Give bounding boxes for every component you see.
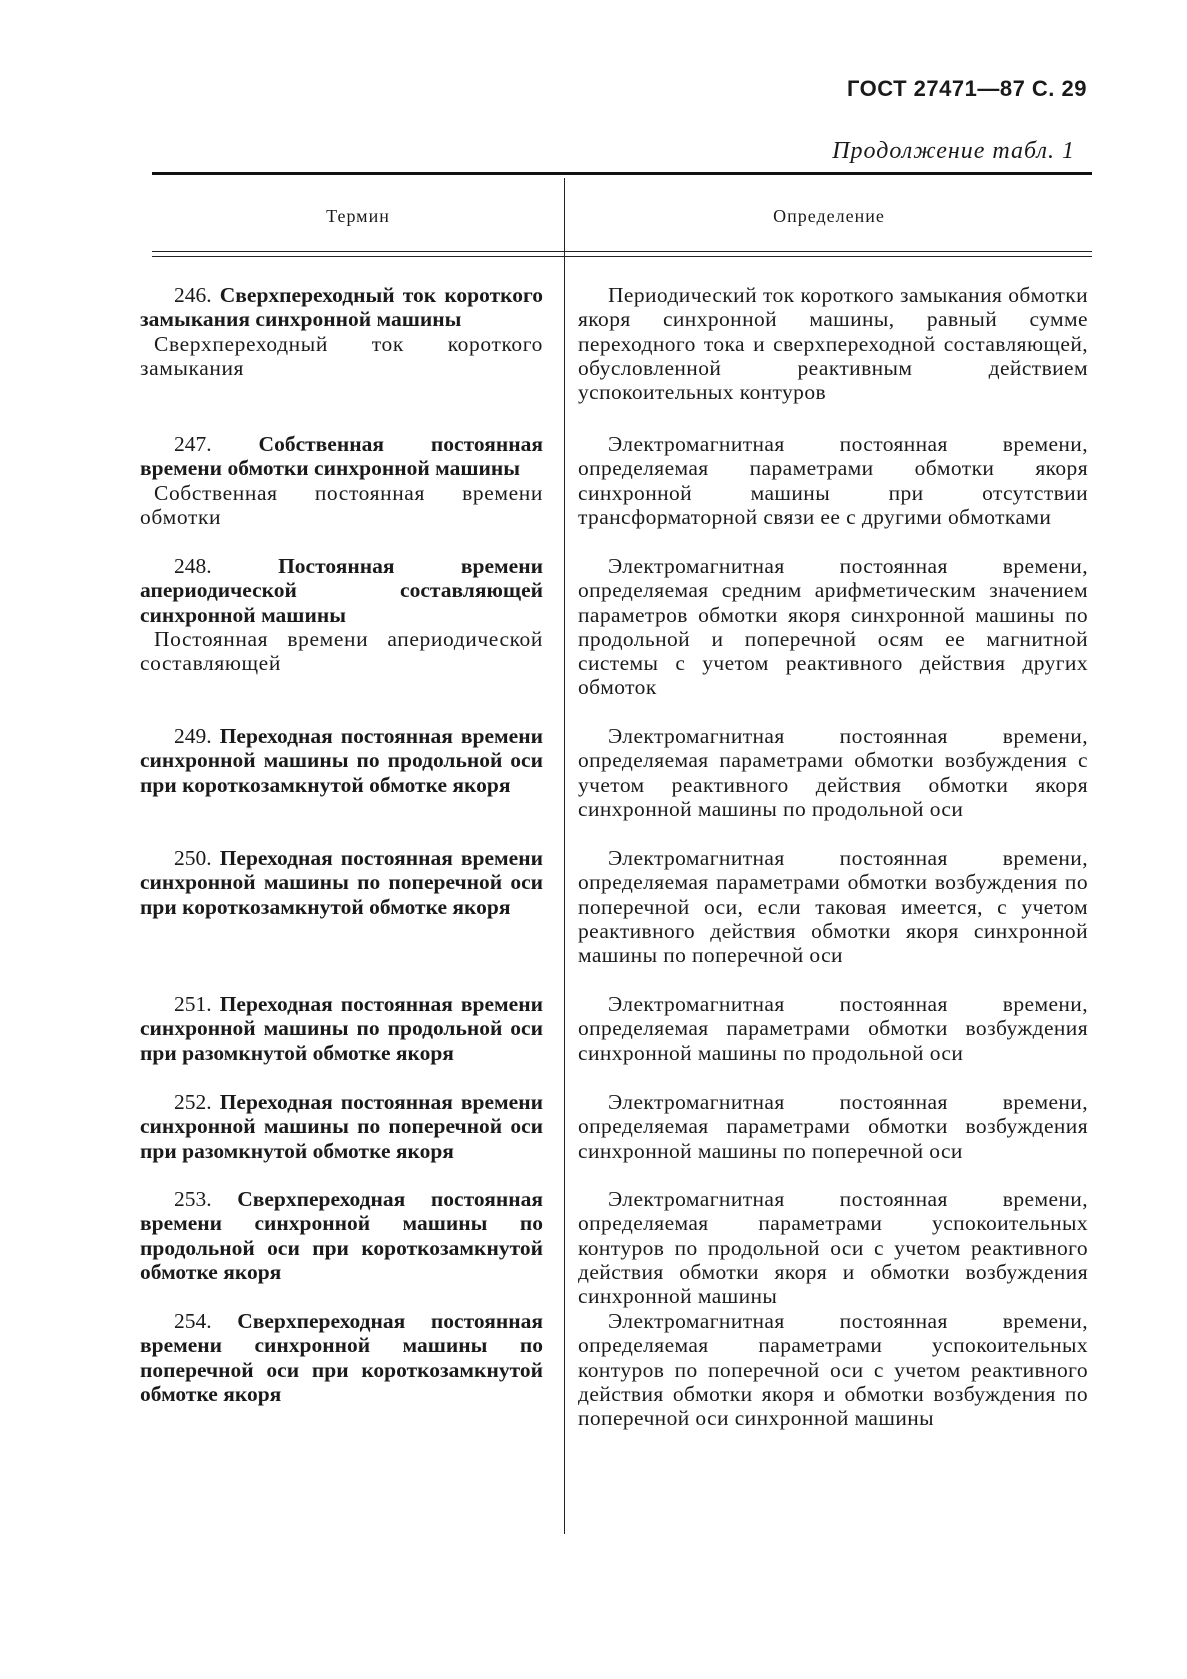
header-double-rule-bottom bbox=[152, 256, 1092, 257]
definition-cell-246: Периодический ток короткого замыкания обмотки якоря синхронной машины, равный сумме переходного тока и сверхпереходной составляющей, обусловленной реактивным действием успокоительных контуров bbox=[578, 283, 1088, 405]
definition-cell-251: Электромагнитная постоянная времени, определяемая параметрами обмотки возбуждения синхронной машины по продольной оси bbox=[578, 992, 1088, 1065]
term-number: 250. bbox=[174, 846, 212, 870]
term-text: Сверхпереходная постоянная времени синхронной машины по продольной оси при короткозамкнутой обмотке якоря bbox=[140, 1187, 543, 1284]
term-number: 254. bbox=[174, 1309, 212, 1333]
term-title bbox=[140, 283, 543, 332]
term-title bbox=[140, 1187, 543, 1284]
column-header-term: Термин bbox=[326, 206, 390, 226]
term-cell-254 bbox=[140, 1309, 543, 1406]
term-text: Собственная постоянная времени обмотки синхронной машины bbox=[140, 432, 543, 481]
term-cell-247 bbox=[140, 432, 543, 529]
term-short-form: Постоянная времени апериодической составляющей bbox=[140, 626, 543, 676]
term-cell-246 bbox=[140, 283, 543, 380]
term-title bbox=[140, 846, 543, 919]
term-number: 248. bbox=[174, 554, 212, 578]
definition-cell-247: Электромагнитная постоянная времени, определяемая параметрами обмотки якоря синхронной машины при отсутствии трансформаторной связи ее с другими обмотками bbox=[578, 432, 1088, 529]
term-text: Переходная постоянная времени синхронной машины по поперечной оси при разомкнутой обмотке якоря bbox=[140, 1090, 543, 1163]
header-double-rule-top bbox=[152, 251, 1092, 252]
term-number: 251. bbox=[174, 992, 212, 1016]
column-divider bbox=[564, 178, 565, 1534]
table-top-rule bbox=[152, 172, 1092, 175]
term-short-form: Сверхпереходный ток короткого замыкания bbox=[140, 331, 543, 380]
term-text: Переходная постоянная времени синхронной машины по продольной оси при разомкнутой обмотке якоря bbox=[140, 992, 543, 1065]
term-cell-252 bbox=[140, 1090, 543, 1163]
term-number: 247. bbox=[174, 432, 212, 456]
term-text: Переходная постоянная времени синхронной машины по поперечной оси при короткозамкнутой обмотке якоря bbox=[140, 846, 543, 919]
page-header: ГОСТ 27471—87 С. 29 bbox=[846, 76, 1087, 101]
term-title bbox=[140, 432, 543, 481]
term-cell-248 bbox=[140, 554, 543, 675]
definition-cell-250: Электромагнитная постоянная времени, определяемая параметрами обмотки возбуждения по поперечной оси, если таковая имеется, с учетом реактивного действия обмотки якоря синхронной машины по поперечной оси bbox=[578, 846, 1088, 968]
term-number: 253. bbox=[174, 1187, 212, 1211]
term-text: Сверхпереходный ток короткого замыкания синхронной машины bbox=[140, 283, 543, 332]
term-text: Постоянная времени апериодической составляющей синхронной машины bbox=[140, 554, 543, 627]
term-cell-251 bbox=[140, 992, 543, 1065]
term-title bbox=[140, 1309, 543, 1406]
term-short-form: Собственная постоянная времени обмотки bbox=[140, 480, 543, 529]
definition-cell-253: Электромагнитная постоянная времени, определяемая параметрами успокоительных контуров по продольной оси с учетом реактивного действия обмотки якоря и обмотки возбуждения синхронной машины bbox=[578, 1187, 1088, 1309]
term-number: 249. bbox=[174, 724, 212, 748]
table-continuation-label: Продолжение табл. 1 bbox=[832, 138, 1075, 164]
term-cell-250 bbox=[140, 846, 543, 919]
term-text: Сверхпереходная постоянная времени синхронной машины по поперечной оси при короткозамкнутой обмотке якоря bbox=[140, 1309, 543, 1406]
definition-cell-248: Электромагнитная постоянная времени, определяемая средним арифметическим значением параметров обмотки якоря синхронной машины по продольной и поперечной осям ее магнитной системы с учетом реактивного действия других обмоток bbox=[578, 554, 1088, 700]
term-number: 246. bbox=[174, 283, 212, 307]
term-text: Переходная постоянная времени синхронной машины по продольной оси при короткозамкнутой обмотке якоря bbox=[140, 724, 543, 797]
definition-cell-252: Электромагнитная постоянная времени, определяемая параметрами обмотки возбуждения синхронной машины по поперечной оси bbox=[578, 1090, 1088, 1163]
term-title bbox=[140, 1090, 543, 1163]
column-header-definition: Определение bbox=[773, 206, 885, 226]
term-title bbox=[140, 724, 543, 797]
definition-cell-254: Электромагнитная постоянная времени, определяемая параметрами успокоительных контуров по поперечной оси с учетом реактивного действия обмотки якоря и обмотки возбуждения по поперечной оси синхронной машины bbox=[578, 1309, 1088, 1431]
definition-cell-249: Электромагнитная постоянная времени, определяемая параметрами обмотки возбуждения с учетом реактивного действия обмотки якоря синхронной машины по продольной оси bbox=[578, 724, 1088, 821]
term-title bbox=[140, 992, 543, 1065]
term-title bbox=[140, 554, 543, 627]
term-cell-253 bbox=[140, 1187, 543, 1284]
term-number: 252. bbox=[174, 1090, 212, 1114]
term-cell-249 bbox=[140, 724, 543, 797]
